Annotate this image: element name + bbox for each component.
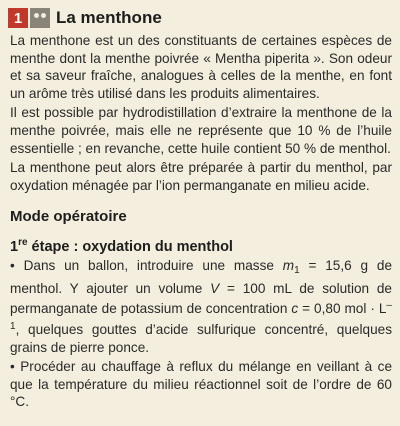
bullet-1 xyxy=(10,257,392,356)
two-dots-icon xyxy=(30,8,50,28)
volume-variable: V xyxy=(210,280,220,296)
dot-icon xyxy=(41,13,46,18)
page xyxy=(8,6,392,411)
step-heading xyxy=(10,237,392,255)
intro-paragraph-2: Il est possible par hydrodistillation d’extraire la menthone de la menthe poivrée, mais elle ne représente que 10 % de l’huile essentielle ; en revanche, cette huile contient 50 % de menthol. xyxy=(10,105,392,156)
intro-paragraph-1: La menthone est un des constituants de certaines espèces de menthe dont la menthe poivrée « Mentha piperita ». Son odeur et sa saveur fraîche, analogues à celles de la menthe, en font un arôme très utilisé dans les produits alimentaires. xyxy=(10,33,392,101)
intro-paragraph-3: La menthone peut alors être préparée à partir du menthol, par oxydation ménagée par l’ion permanganate en milieu acide. xyxy=(10,160,392,193)
mass-subscript: 1 xyxy=(294,265,300,277)
bullet-1-text-a: • Dans un ballon, introduire une masse xyxy=(10,258,283,274)
bullet-1-text-d: = 0,80 mol · L xyxy=(298,301,387,317)
section-title: La menthone xyxy=(56,8,162,27)
section-title-row xyxy=(8,6,392,30)
concentration-variable: c xyxy=(291,301,299,317)
dot-icon xyxy=(34,13,39,18)
bullet-1-text-c: = 100 mL de solution de permanganate de potassium de concentration xyxy=(10,280,392,317)
bullet-1-text-e: , quelques gouttes d’acide sulfurique concentré, quelques grains de pierre ponce. xyxy=(10,321,392,355)
bullet-2: • Procéder au chauffage à reflux du mélange en veillant à ce que la température du milieu réactionnel soit de l’ordre de 60 °C. xyxy=(10,359,392,410)
section-number-badge: 1 xyxy=(8,8,28,28)
step-number: 1 xyxy=(10,239,19,256)
mass-variable: m xyxy=(282,258,295,274)
mode-heading: Mode opératoire xyxy=(10,208,127,226)
bullet-1-text-b: = 15,6 g de menthol. Y ajouter un volume xyxy=(10,258,393,296)
unit-exponent: – 1 xyxy=(10,300,392,332)
step-title: étape : oxydation du menthol xyxy=(27,239,233,256)
step-number-sup: re xyxy=(18,237,28,249)
